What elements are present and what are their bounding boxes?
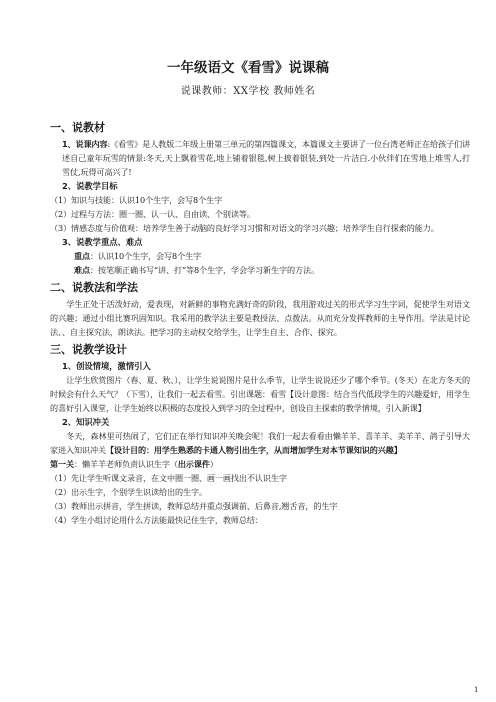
design-note: 【设计目的：用学生熟悉的卡通人物引出生字，从而增加学生对本节课知识的兴趣】 — [105, 445, 402, 455]
key-point-line — [50, 249, 470, 263]
text-key-point: ：认识10个生字，会写8个生字 — [90, 251, 202, 261]
section-heading-2: 二、说教法和学法 — [50, 281, 138, 294]
stage-1-step-2: （2）出示生字，个别学生识读给出的生字。 — [50, 487, 207, 497]
subheading-intro: 1、创设情境，激情引入 — [62, 361, 151, 371]
goal-line-1: （1）知识与技能：认识10个生字，会写8个生字 — [50, 195, 223, 205]
subheading-key-points: 3、说教学重点、难点 — [62, 237, 143, 247]
document-title: 一年级语文《看雪》说课稿 — [167, 60, 329, 76]
label-lesson-content: 1、说课内容 — [62, 139, 108, 149]
difficulty-line — [50, 263, 470, 277]
stage-1-step-4: （4）学生小组讨论用什么方法能最快记住生字，教师总结： — [50, 515, 263, 525]
stage-1-close: ） — [209, 459, 218, 469]
label-key-point: 重点 — [74, 251, 90, 261]
stage-1-line — [50, 457, 470, 471]
label-difficulty: 难点 — [74, 265, 90, 275]
paragraph-intro: 让学生欣赏图片（春、夏、秋、），让学生说说图片是什么季节，让学生说说还少了哪个季节。(冬天）在北方冬天的时候会有什么天气？（下雪），让我们一起去看雪。引出课题：看雪【设计意图：结合当代低段学生的兴趣爱好，用学生的喜好引入课堂，让学生始终以积极的态度投入到学习的全过程中，创设自主探索的教学情境，引入新课】 — [50, 375, 470, 413]
stage-1-step-1: （1）先让学生听课文录音，在文中圈一圈、画一画找出不认识生字 — [50, 473, 287, 483]
stage-1-courseware: 出示课件 — [177, 459, 210, 469]
text-knowledge-challenge: 冬天，森林里可热闹了，它们正在举行知识冲关晚会呢！我们一起去看看由懒羊羊、喜羊羊、美羊羊、鸽子引导大家进入知识冲关 — [50, 431, 470, 455]
document-body — [50, 117, 470, 527]
goal-line-2: （2）过程与方法：圈一圈、认一认、自由读、个别读等。 — [50, 209, 255, 219]
label-stage-1: 第一关 — [50, 459, 74, 469]
text-lesson-content: :《看雪》是人教版二年级上册第三单元的第四篇课文，本篇课文主要讲了一位台湾老师正在给孩子们讲述自己童年玩雪的情景:冬天,天上飘着雪花,地上铺着银毯,树上披着银装,到处一片洁白.小伙伴们在雪地上堆雪人,打雪仗,玩得可高兴了! — [62, 139, 470, 177]
page-number: 1 — [474, 686, 479, 694]
subheading-knowledge-challenge: 2、知识冲关 — [62, 417, 110, 427]
document-subtitle: 说课教师：XX学校 教师姓名 — [180, 86, 316, 97]
paragraph-methods: 学生正处于活泼好动，爱表现，对新鲜的事物充满好奇的阶段，我用游戏过关的形式学习生字词，促使学生对语文的兴趣；通过小组比赛巩固知识。我采用的教学法主要是教授法、点拨法。从而充分发挥教师的主导作用。学法是讨论法、、自主探究法，朗读法。把学习的主动权交给学生，让学生自主、合作、探究。 — [50, 299, 470, 337]
section-heading-3: 三、说教学设计 — [50, 343, 127, 356]
subheading-teaching-goals: 2、说教学目标 — [62, 181, 118, 191]
text-difficulty: ：按笔顺正确书写“讲、打”等8个生字，学会学习新生字的方法。 — [90, 265, 319, 275]
section-heading-1: 一、说教材 — [50, 121, 105, 134]
paragraph-knowledge-challenge — [50, 429, 470, 457]
text-stage-1: ：懒羊羊老师负责认识生字（ — [73, 459, 178, 469]
paragraph-lesson-content — [50, 137, 470, 179]
goal-line-3: （3）情感态度与价值观：培养学生善于动脑的良好学习习惯和对语文的学习兴趣；培养学生自行探索的能力。 — [50, 223, 439, 233]
stage-1-step-3: （3）教师出示拼音，学生拼读，教师总结并重点强调前、后鼻音,翘舌音，的生字 — [50, 501, 338, 511]
